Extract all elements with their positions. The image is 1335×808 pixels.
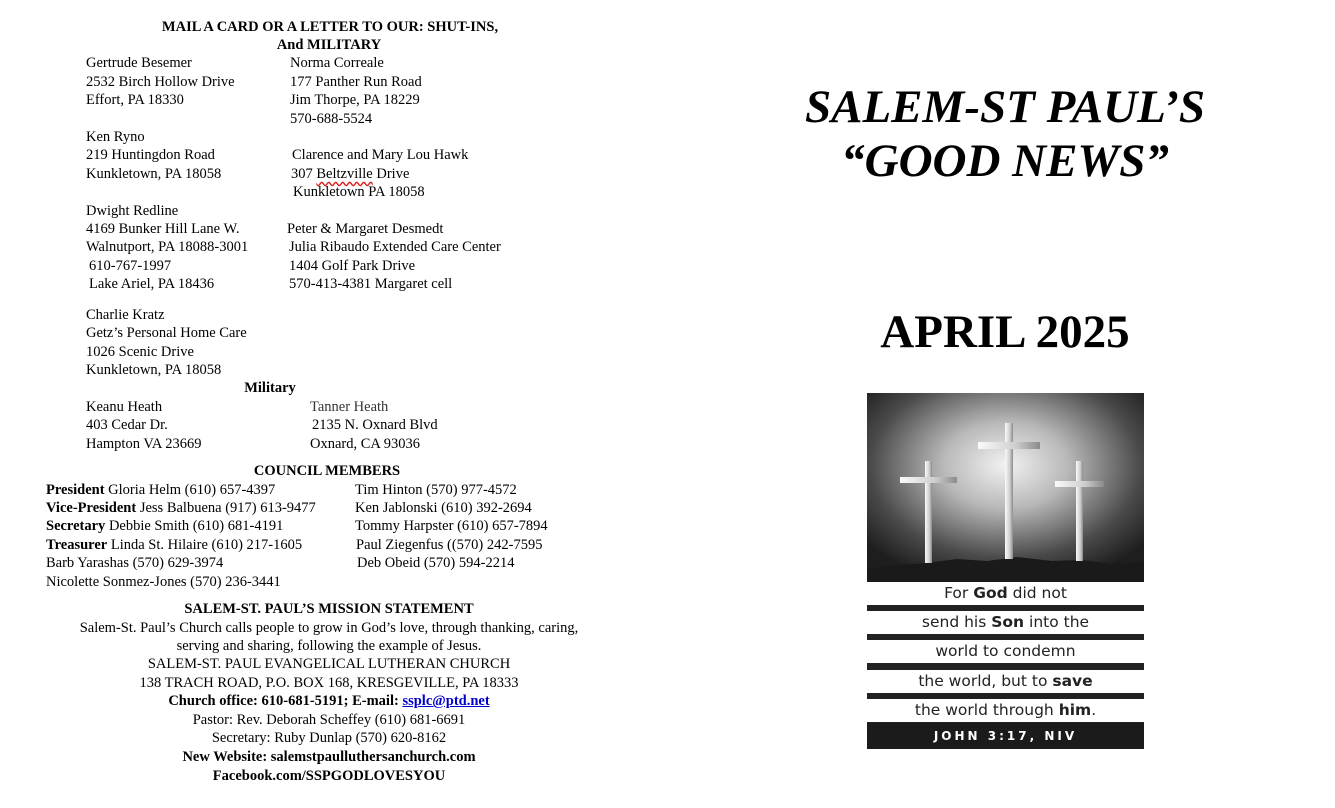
military-address: 403 Cedar Dr.: [86, 417, 168, 433]
council-member: Barb Yarashas (570) 629-3974: [46, 555, 224, 571]
shutin-name: Norma Correale: [290, 55, 384, 71]
shutin-city: Kunkletown, PA 18058: [86, 362, 222, 378]
military-address: 2135 N. Oxnard Blvd: [312, 417, 438, 433]
shutin-address: 219 Huntingdon Road: [86, 147, 215, 163]
shutin-address: 307 Beltzville Drive: [291, 166, 410, 182]
shutin-facility: Getz’s Personal Home Care: [86, 325, 247, 341]
shutins-heading-military: And MILITARY: [276, 37, 382, 53]
shutin-address: 177 Panther Run Road: [290, 74, 422, 90]
shutin-address: 1404 Golf Park Drive: [289, 258, 416, 274]
shutin-name: Peter & Margaret Desmedt: [287, 221, 444, 237]
shutin-city: Effort, PA 18330: [86, 92, 184, 108]
shutin-address: 4169 Bunker Hill Lane W.: [86, 221, 240, 237]
website: New Website: salemstpaulluthersanchurch.com: [182, 749, 476, 765]
shutin-name: Clarence and Mary Lou Hawk: [292, 147, 469, 163]
spellcheck-word: Beltzville: [316, 166, 373, 182]
mission-heading: SALEM-ST. PAUL’S MISSION STATEMENT: [184, 601, 474, 617]
shutin-city: Kunkletown, PA 18058: [86, 166, 222, 182]
mission-text: serving and sharing, following the example of Jesus.: [176, 638, 482, 654]
council-member: Ken Jablonski (610) 392-2694: [355, 500, 532, 516]
church-name: SALEM-ST. PAUL EVANGELICAL LUTHERAN CHURCH: [147, 656, 511, 672]
pastor: Pastor: Rev. Deborah Scheffey (610) 681-6691: [192, 712, 466, 728]
shutin-address: 2532 Birch Hollow Drive: [86, 74, 235, 90]
verse-line: the world, but to save: [867, 670, 1144, 693]
issue-month: APRIL 2025: [880, 306, 1130, 358]
council-member: President Gloria Helm (610) 657-4397: [46, 482, 276, 498]
shutin-city: Walnutport, PA 18088-3001: [86, 239, 249, 255]
email-link[interactable]: ssplc@ptd.net: [402, 693, 490, 709]
council-heading: COUNCIL MEMBERS: [253, 463, 401, 479]
military-city: Oxnard, CA 93036: [310, 436, 420, 452]
military-city: Hampton VA 23669: [86, 436, 202, 452]
council-member: Tommy Harpster (610) 657-7894: [355, 518, 548, 534]
military-heading: Military: [244, 380, 296, 396]
council-member: Secretary Debbie Smith (610) 681-4191: [46, 518, 284, 534]
facebook: Facebook.com/SSPGODLOVESYOU: [212, 768, 446, 784]
council-member: Nicolette Sonmez-Jones (570) 236-3441: [46, 574, 281, 590]
verse-line: send his Son into the: [867, 611, 1144, 634]
church-address: 138 TRACH ROAD, P.O. BOX 168, KRESGEVILLE, PA 18333: [139, 675, 519, 691]
shutin-address: 1026 Scenic Drive: [86, 344, 194, 360]
shutin-name: Ken Ryno: [86, 129, 145, 145]
council-member: Vice-President Jess Balbuena (917) 613-9477: [46, 500, 316, 516]
mission-text: Salem-St. Paul’s Church calls people to grow in God’s love, through thanking, caring,: [79, 620, 579, 636]
shutin-name: Charlie Kratz: [86, 307, 165, 323]
verse-reference: JOHN 3:17, NIV: [867, 723, 1144, 749]
shutin-phone: 570-688-5524: [290, 111, 373, 127]
shutin-phone: 570-413-4381 Margaret cell: [289, 276, 453, 292]
council-member: Treasurer Linda St. Hilaire (610) 217-1605: [46, 537, 303, 553]
shutin-facility: Julia Ribaudo Extended Care Center: [289, 239, 501, 255]
council-member: Deb Obeid (570) 594-2214: [357, 555, 515, 571]
verse-line: world to condemn: [867, 640, 1144, 663]
newsletter-title: SALEM-ST PAUL’S: [804, 81, 1205, 133]
shutin-city: Lake Ariel, PA 18436: [89, 276, 215, 292]
military-name: Tanner Heath: [310, 399, 389, 415]
secretary: Secretary: Ruby Dunlap (570) 620-8162: [211, 730, 447, 746]
verse-line: For God did not: [867, 582, 1144, 605]
church-office: Church office: 610-681-5191; E-mail: ssplc@ptd.net: [168, 693, 490, 709]
newsletter-subtitle: “GOOD NEWS”: [841, 135, 1169, 187]
three-crosses-icon: [867, 393, 1144, 583]
shutin-city: Jim Thorpe, PA 18229: [290, 92, 420, 108]
verse-line: the world through him.: [867, 699, 1144, 722]
military-name: Keanu Heath: [86, 399, 163, 415]
shutin-city: Kunkletown PA 18058: [293, 184, 425, 200]
council-member: Paul Ziegenfus ((570) 242-7595: [356, 537, 543, 553]
shutin-name: Gertrude Besemer: [86, 55, 192, 71]
council-member: Tim Hinton (570) 977-4572: [355, 482, 517, 498]
shutin-phone: 610-767-1997: [89, 258, 172, 274]
verse-graphic: [867, 393, 1144, 749]
shutins-heading: MAIL A CARD OR A LETTER TO OUR: SHUT-INS,: [161, 19, 499, 35]
shutin-name: Dwight Redline: [86, 203, 179, 219]
